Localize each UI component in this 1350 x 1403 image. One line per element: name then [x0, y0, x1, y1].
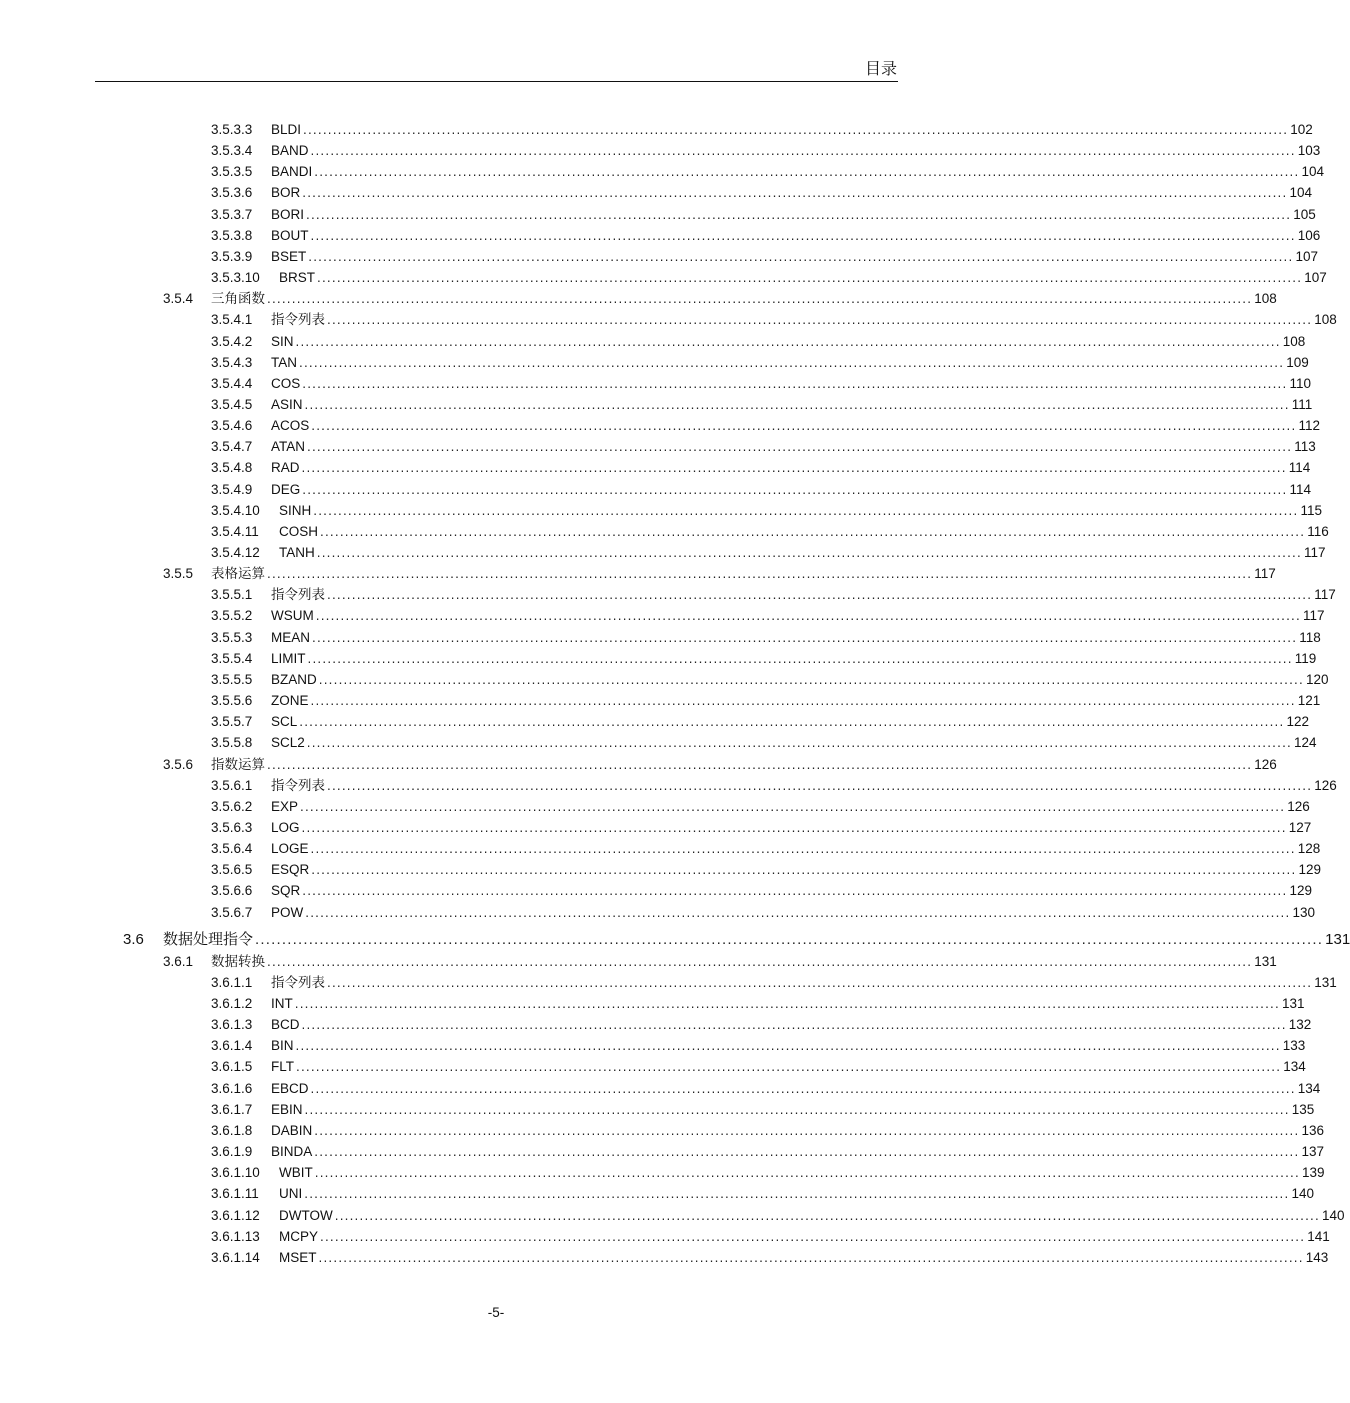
toc-dot-leader: ....................................................................................................................................................................................................... — [300, 798, 1286, 814]
toc-entry-title: 三角函数 — [211, 291, 265, 307]
toc-entry-title: INT — [271, 996, 293, 1011]
toc-entry-number: 3.6.1.12 — [211, 1207, 260, 1223]
toc-dot-leader: ....................................................................................................................................................................................................... — [308, 248, 1294, 264]
toc-entry[interactable] — [211, 353, 1309, 373]
toc-entry-page: 108 — [1254, 291, 1277, 307]
toc-entry-title: BOUT — [271, 227, 309, 243]
toc-entry-page: 126 — [1287, 798, 1310, 814]
toc-entry-page: 126 — [1314, 777, 1337, 793]
toc-entry[interactable] — [211, 543, 1326, 563]
toc-entry-page: 131 — [1254, 953, 1277, 969]
toc-entry-title: FLT — [271, 1059, 294, 1075]
toc-entry-page: 122 — [1286, 714, 1309, 730]
toc-entry-number: 3.5.6.3 — [211, 819, 253, 835]
toc-entry[interactable] — [211, 649, 1317, 669]
toc-entry-title: DWTOW — [279, 1207, 333, 1223]
toc-entry-number: 3.5.6.2 — [211, 798, 253, 814]
toc-entry-number: 3.5.5 — [163, 566, 194, 582]
toc-entry[interactable] — [211, 1184, 1314, 1204]
toc-entry-page: 129 — [1289, 883, 1312, 899]
toc-entry-number: 3.6.1.10 — [211, 1165, 260, 1181]
toc-entry[interactable] — [211, 606, 1325, 626]
toc-entry-number: 3.5.3.3 — [211, 122, 253, 137]
toc-dot-leader: ....................................................................................................................................................................................................... — [267, 953, 1253, 969]
toc-dot-leader: ....................................................................................................................................................................................................... — [301, 460, 1287, 476]
toc-entry-number: 3.5.6.4 — [211, 841, 253, 857]
toc-entry[interactable] — [211, 776, 1337, 796]
toc-entry-title: MEAN — [271, 629, 311, 645]
toc-entry-title: SQR — [271, 883, 301, 899]
toc-dot-leader: ....................................................................................................................................................................................................... — [296, 1059, 1282, 1075]
toc-entry[interactable] — [211, 903, 1315, 923]
toc-entry-page: 113 — [1294, 439, 1316, 455]
toc-entry-number: 3.5.4 — [163, 291, 194, 307]
toc-dot-leader: ....................................................................................................................................................................................................... — [314, 1122, 1300, 1138]
toc-entry-number: 3.5.4.9 — [211, 481, 253, 497]
toc-entry-number: 3.5.3.10 — [211, 270, 260, 286]
toc-dot-leader: ....................................................................................................................................................................................................... — [315, 608, 1301, 624]
toc-entry-title: SINH — [279, 502, 312, 518]
toc-entry-number: 3.5.4.3 — [211, 354, 253, 370]
toc-dot-leader: ....................................................................................................................................................................................................... — [318, 671, 1304, 687]
toc-entry-title: BANDI — [271, 164, 313, 180]
toc-entry-page: 136 — [1301, 1122, 1324, 1138]
toc-entry-number: 3.5.4.11 — [211, 523, 259, 539]
toc-entry-page: 140 — [1291, 1186, 1314, 1202]
toc-entry-page: 116 — [1307, 523, 1329, 539]
toc-entry-number: 3.5.4.5 — [211, 396, 253, 412]
toc-entry[interactable] — [211, 839, 1321, 859]
toc-entry-number: 3.6.1.13 — [211, 1228, 260, 1244]
toc-dot-leader: ....................................................................................................................................................................................................... — [327, 777, 1313, 793]
toc-entry-page: 107 — [1304, 270, 1327, 286]
toc-entry-number: 3.5.6.6 — [211, 883, 253, 899]
toc-entry-page: 131 — [1281, 996, 1305, 1011]
toc-entry-number: 3.5.4.7 — [211, 439, 253, 455]
toc-entry[interactable] — [211, 1142, 1324, 1162]
toc-entry-number: 3.6 — [123, 930, 144, 948]
toc-entry-title: BLDI — [271, 122, 302, 137]
toc-entry-number: 3.5.3.4 — [211, 143, 253, 159]
toc-entry[interactable] — [211, 141, 1321, 161]
toc-dot-leader: ....................................................................................................................................................................................................... — [304, 1186, 1290, 1202]
toc-dot-leader: ....................................................................................................................................................................................................... — [310, 693, 1296, 709]
toc-dot-leader: ....................................................................................................................................................................................................... — [295, 333, 1281, 349]
toc-entry-page: 131 — [1325, 930, 1350, 948]
toc-entry-page: 126 — [1254, 756, 1277, 772]
toc-dot-leader: ....................................................................................................................................................................................................... — [267, 566, 1253, 582]
toc-entry-page: 109 — [1286, 354, 1309, 370]
toc-entry-number: 3.6.1.1 — [211, 974, 253, 990]
toc-entry-title: BORI — [271, 206, 305, 222]
toc-entry-title: 数据转换 — [211, 953, 265, 969]
toc-entry-number: 3.6.1.4 — [211, 1038, 253, 1054]
toc-entry-title: 指令列表 — [271, 974, 325, 990]
toc-entry[interactable] — [211, 1100, 1315, 1120]
toc-dot-leader: ....................................................................................................................................................................................................... — [301, 1017, 1287, 1033]
toc-entry-number: 3.5.6 — [163, 756, 194, 772]
toc-entry-number: 3.6.1.11 — [211, 1186, 259, 1202]
toc-entry-page: 115 — [1300, 502, 1322, 518]
toc-entry-number: 3.5.3.7 — [211, 206, 253, 222]
toc-dot-leader: ....................................................................................................................................................................................................... — [295, 1038, 1281, 1054]
page-header-title: 目录 — [864, 61, 897, 78]
toc-entry-page: 133 — [1282, 1038, 1306, 1054]
toc-entry[interactable] — [211, 585, 1336, 605]
toc-entry[interactable] — [211, 1248, 1329, 1268]
toc-entry[interactable] — [211, 501, 1322, 521]
toc-entry[interactable] — [211, 973, 1337, 993]
toc-entry[interactable] — [211, 480, 1311, 500]
toc-entry-title: RAD — [271, 460, 300, 476]
toc-entry[interactable] — [211, 691, 1321, 711]
toc-entry-number: 3.5.6.1 — [211, 777, 253, 793]
toc-entry-title: 数据处理指令 — [163, 930, 254, 948]
toc-dot-leader: ....................................................................................................................................................................................................... — [306, 206, 1292, 222]
toc-entry-title: 指令列表 — [271, 312, 325, 328]
toc-entry-page: 111 — [1291, 396, 1313, 412]
toc-entry-page: 121 — [1297, 693, 1321, 709]
toc-entry[interactable] — [211, 818, 1312, 838]
toc-dot-leader: ....................................................................................................................................................................................................... — [267, 756, 1253, 772]
toc-dot-leader: ....................................................................................................................................................................................................... — [314, 164, 1300, 180]
toc-entry-number: 3.5.6.7 — [211, 904, 253, 920]
toc-dot-leader: ....................................................................................................................................................................................................... — [327, 587, 1313, 603]
toc-dot-leader: ....................................................................................................................................................................................................... — [299, 354, 1285, 370]
toc-entry-page: 106 — [1297, 227, 1321, 243]
toc-entry-number: 3.5.5.6 — [211, 693, 253, 709]
toc-dot-leader: ....................................................................................................................................................................................................... — [305, 904, 1291, 920]
toc-entry[interactable] — [211, 247, 1318, 267]
toc-entry-number: 3.5.4.4 — [211, 375, 253, 391]
toc-dot-leader: ....................................................................................................................................................................................................... — [294, 996, 1280, 1011]
toc-entry-title: 指令列表 — [271, 777, 325, 793]
toc-entry-number: 3.5.3.6 — [211, 185, 253, 201]
toc-entry[interactable] — [211, 797, 1310, 817]
toc-dot-leader: ....................................................................................................................................................................................................... — [310, 1080, 1296, 1096]
toc-entry-title: EBIN — [271, 1101, 303, 1117]
toc-entry-number: 3.5.3.9 — [211, 248, 253, 264]
toc-dot-leader: ....................................................................................................................................................................................................... — [302, 883, 1288, 899]
toc-entry-page: 117 — [1303, 545, 1326, 560]
toc-entry-page: 132 — [1288, 1017, 1312, 1033]
toc-entry-title: LIMIT — [271, 650, 306, 666]
toc-dot-leader: ....................................................................................................................................................................................................... — [327, 974, 1313, 990]
toc-dot-leader: ....................................................................................................................................................................................................... — [267, 291, 1253, 307]
toc-dot-leader: ....................................................................................................................................................................................................... — [255, 930, 1324, 948]
toc-entry-title: LOGE — [271, 841, 309, 857]
toc-dot-leader: ....................................................................................................................................................................................................... — [318, 1249, 1304, 1265]
toc-entry-title: POW — [271, 904, 304, 920]
toc-entry-page: 117 — [1302, 608, 1325, 624]
toc-dot-leader: ....................................................................................................................................................................................................... — [312, 629, 1298, 645]
toc-entry-page: 143 — [1305, 1249, 1329, 1265]
toc-entry-title: BOR — [271, 185, 301, 201]
toc-entry[interactable] — [163, 755, 1277, 775]
toc-entry-page: 129 — [1298, 862, 1321, 878]
toc-entry[interactable] — [211, 120, 1313, 140]
toc-dot-leader: ....................................................................................................................................................................................................... — [307, 439, 1293, 455]
toc-entry-page: 117 — [1254, 566, 1276, 582]
toc-entry[interactable] — [211, 416, 1320, 436]
toc-entry-title: ESQR — [271, 862, 310, 878]
toc-dot-leader: ....................................................................................................................................................................................................... — [320, 1228, 1306, 1244]
toc-entry[interactable] — [163, 952, 1277, 972]
toc-entry-page: 127 — [1288, 819, 1312, 835]
toc-entry-title: SCL — [271, 714, 298, 730]
toc-entry[interactable] — [123, 930, 1350, 950]
toc-entry[interactable] — [211, 205, 1316, 225]
toc-entry[interactable] — [211, 1121, 1324, 1141]
toc-entry-page: 141 — [1307, 1228, 1330, 1244]
toc-entry-number: 3.5.5.4 — [211, 650, 253, 666]
toc-entry-title: BINDA — [271, 1144, 313, 1160]
toc-dot-leader: ....................................................................................................................................................................................................... — [304, 396, 1290, 412]
toc-entry-title: 表格运算 — [211, 566, 265, 582]
toc-entry[interactable] — [211, 395, 1313, 415]
toc-dot-leader: ....................................................................................................................................................................................................... — [316, 545, 1302, 560]
toc-entry[interactable] — [211, 628, 1321, 648]
toc-dot-leader: ....................................................................................................................................................................................................... — [310, 227, 1296, 243]
toc-entry-page: 104 — [1301, 164, 1324, 180]
toc-entry-title: BRST — [279, 270, 316, 286]
toc-entry[interactable] — [211, 1163, 1325, 1183]
toc-entry-title: DEG — [271, 481, 301, 497]
toc-dot-leader: ....................................................................................................................................................................................................... — [302, 481, 1288, 497]
toc-entry-title: SIN — [271, 333, 294, 349]
toc-entry-number: 3.5.4.2 — [211, 333, 253, 349]
toc-entry[interactable] — [211, 458, 1311, 478]
toc-entry-number: 3.5.3.5 — [211, 164, 253, 180]
toc-entry-title: MSET — [279, 1249, 317, 1265]
toc-entry-page: 137 — [1301, 1144, 1324, 1160]
toc-entry-title: EBCD — [271, 1080, 309, 1096]
toc-entry-number: 3.5.5.1 — [211, 587, 253, 603]
toc-dot-leader: ....................................................................................................................................................................................................... — [311, 418, 1297, 434]
toc-entry[interactable] — [211, 860, 1321, 880]
toc-entry[interactable] — [211, 437, 1316, 457]
toc-entry[interactable] — [211, 1079, 1321, 1099]
toc-entry-page: 110 — [1289, 375, 1311, 391]
toc-entry[interactable] — [211, 994, 1305, 1014]
toc-dot-leader: ....................................................................................................................................................................................................... — [314, 1165, 1300, 1181]
header-divider — [95, 81, 898, 82]
toc-entry-page: 119 — [1294, 650, 1317, 666]
toc-dot-leader: ....................................................................................................................................................................................................... — [310, 143, 1296, 159]
toc-dot-leader: ....................................................................................................................................................................................................... — [303, 122, 1289, 137]
toc-entry-title: BZAND — [271, 671, 317, 687]
toc-entry-number: 3.5.5.8 — [211, 735, 253, 751]
toc-entry-number: 3.6.1.5 — [211, 1059, 253, 1075]
toc-entry-number: 3.5.4.1 — [211, 312, 253, 328]
toc-dot-leader: ....................................................................................................................................................................................................... — [302, 185, 1288, 201]
toc-dot-leader: ....................................................................................................................................................................................................... — [317, 270, 1303, 286]
toc-entry-page: 120 — [1305, 671, 1329, 687]
toc-entry[interactable] — [163, 564, 1276, 584]
toc-dot-leader: ....................................................................................................................................................................................................... — [314, 1144, 1300, 1160]
toc-entry-title: BAND — [271, 143, 309, 159]
toc-entry-number: 3.5.4.12 — [211, 545, 260, 560]
toc-entry-title: MCPY — [279, 1228, 319, 1244]
toc-dot-leader: ....................................................................................................................................................................................................... — [301, 819, 1287, 835]
toc-entry-number: 3.6.1.7 — [211, 1101, 253, 1117]
toc-entry[interactable] — [211, 162, 1324, 182]
toc-dot-leader: ....................................................................................................................................................................................................... — [299, 714, 1285, 730]
toc-entry-page: 114 — [1289, 481, 1311, 497]
toc-entry[interactable] — [211, 226, 1321, 246]
toc-entry-number: 3.6.1.6 — [211, 1080, 253, 1096]
toc-entry-number: 3.5.4.10 — [211, 502, 260, 518]
toc-entry-page: 105 — [1293, 206, 1316, 222]
toc-entry-number: 3.5.5.7 — [211, 714, 253, 730]
toc-dot-leader: ....................................................................................................................................................................................................... — [311, 862, 1297, 878]
toc-entry-number: 3.6.1.8 — [211, 1122, 253, 1138]
toc-entry-page: 135 — [1291, 1101, 1315, 1117]
toc-entry-page: 103 — [1297, 143, 1321, 159]
toc-entry-title: DABIN — [271, 1122, 313, 1138]
toc-entry[interactable] — [211, 712, 1309, 732]
toc-entry-page: 131 — [1314, 974, 1337, 990]
toc-entry-page: 107 — [1295, 248, 1318, 264]
toc-entry-page: 117 — [1314, 587, 1336, 603]
toc-entry-page: 128 — [1297, 841, 1321, 857]
toc-entry-title: BCD — [271, 1017, 300, 1033]
toc-entry-title: UNI — [279, 1186, 303, 1202]
toc-entry-number: 3.6.1.9 — [211, 1144, 253, 1160]
toc-entry[interactable] — [211, 374, 1311, 394]
toc-entry[interactable] — [211, 183, 1312, 203]
toc-entry[interactable] — [211, 881, 1312, 901]
toc-entry-page: 108 — [1314, 312, 1337, 328]
toc-dot-leader: ....................................................................................................................................................................................................... — [313, 502, 1299, 518]
toc-entry-title: BIN — [271, 1038, 294, 1054]
toc-entry[interactable] — [211, 332, 1306, 352]
toc-entry-number: 3.5.5.5 — [211, 671, 253, 687]
toc-dot-leader: ....................................................................................................................................................................................................... — [310, 841, 1296, 857]
toc-entry-number: 3.5.3.8 — [211, 227, 253, 243]
toc-entry-number: 3.6.1.3 — [211, 1017, 253, 1033]
toc-entry-page: 140 — [1321, 1207, 1345, 1223]
toc-dot-leader: ....................................................................................................................................................................................................... — [334, 1207, 1320, 1223]
toc-entry-page: 134 — [1283, 1059, 1306, 1075]
toc-entry-title: ATAN — [271, 439, 306, 455]
toc-entry-title: EXP — [271, 798, 299, 814]
toc-entry[interactable] — [163, 289, 1277, 309]
toc-entry-page: 118 — [1299, 629, 1321, 645]
toc-entry-number: 3.5.5.3 — [211, 629, 253, 645]
toc-entry-title: TANH — [279, 545, 315, 560]
toc-entry-page: 130 — [1292, 904, 1315, 920]
toc-entry[interactable] — [211, 670, 1329, 690]
toc-entry[interactable] — [211, 1015, 1312, 1035]
toc-entry-title: ASIN — [271, 396, 303, 412]
toc-entry-page: 139 — [1301, 1165, 1325, 1181]
toc-entry-page: 108 — [1282, 333, 1306, 349]
toc-entry-number: 3.6.1 — [163, 953, 194, 969]
toc-entry[interactable] — [211, 733, 1317, 753]
toc-entry-number: 3.5.6.5 — [211, 862, 253, 878]
toc-entry-title: WSUM — [271, 608, 314, 624]
toc-entry[interactable] — [211, 522, 1329, 542]
toc-entry-number: 3.5.4.6 — [211, 418, 253, 434]
toc-entry-title: 指数运算 — [211, 756, 265, 772]
toc-entry-number: 3.6.1.14 — [211, 1249, 260, 1265]
toc-dot-leader: ....................................................................................................................................................................................................... — [304, 1101, 1290, 1117]
toc-entry-number: 3.5.5.2 — [211, 608, 253, 624]
toc-entry[interactable] — [211, 310, 1337, 330]
toc-entry-page: 112 — [1298, 418, 1320, 434]
toc-entry[interactable] — [211, 1057, 1306, 1077]
toc-dot-leader: ....................................................................................................................................................................................................... — [302, 375, 1288, 391]
toc-entry-number: 3.6.1.2 — [211, 996, 253, 1011]
toc-entry-title: SCL2 — [271, 735, 305, 751]
toc-entry-title: TAN — [271, 354, 297, 370]
toc-entry-title: LOG — [271, 819, 300, 835]
toc-entry-page: 102 — [1290, 122, 1313, 137]
toc-dot-leader: ....................................................................................................................................................................................................... — [307, 650, 1293, 666]
toc-entry-title: COS — [271, 375, 301, 391]
toc-entry-page: 124 — [1293, 735, 1317, 751]
toc-entry-page: 134 — [1297, 1080, 1321, 1096]
toc-dot-leader: ....................................................................................................................................................................................................... — [327, 312, 1313, 328]
toc-entry[interactable] — [211, 268, 1327, 288]
toc-entry-title: COSH — [279, 523, 319, 539]
page-number: -5- — [487, 1305, 505, 1320]
toc-entry-page: 104 — [1289, 185, 1312, 201]
toc-entry-title: BSET — [271, 248, 307, 264]
toc-entry-title: ACOS — [271, 418, 310, 434]
toc-entry-number: 3.5.4.8 — [211, 460, 253, 476]
toc-dot-leader: ....................................................................................................................................................................................................... — [320, 523, 1306, 539]
toc-entry-title: 指令列表 — [271, 587, 325, 603]
toc-entry[interactable] — [211, 1227, 1330, 1247]
toc-entry-page: 114 — [1288, 460, 1311, 476]
toc-entry-title: WBIT — [279, 1165, 313, 1181]
toc-entry[interactable] — [211, 1036, 1306, 1056]
toc-dot-leader: ....................................................................................................................................................................................................... — [306, 735, 1292, 751]
toc-entry[interactable] — [211, 1206, 1345, 1226]
toc-entry-title: ZONE — [271, 693, 309, 709]
